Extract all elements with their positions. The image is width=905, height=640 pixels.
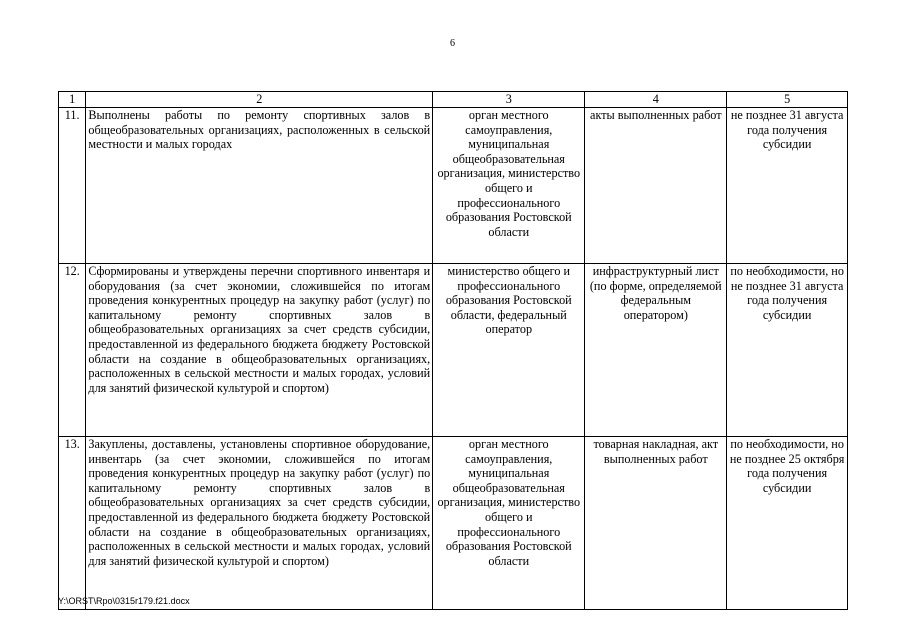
deadline-cell: по необходимости, но не позднее 31 августа года получения субсидии [727, 264, 848, 437]
executor-cell: орган местного самоуправления, муниципальная общеобразовательная организация, министерство общего и профессионального образования Ростовской области [433, 108, 585, 264]
measure-description: Сформированы и утверждены перечни спортивного инвентаря и оборудования (за счет экономии, сложившейся по итогам проведения конкурентных процедур на закупку работ (услуг) по капитальному ремонту спортивных залов в общеобразовательных организациях за счет средств субсидии, предоставленной из федерального бюджета бюджету Ростовской области на создание в общеобразовательных организациях, расположенных в сельской местности и малых городах, условий для занятий физической культурой и спортом) [86, 264, 433, 437]
column-number: 4 [585, 92, 727, 108]
table-row [59, 108, 848, 264]
column-number: 3 [433, 92, 585, 108]
row-number: 11. [59, 108, 86, 264]
document-cell: инфраструктурный лист (по форме, определяемой федеральным оператором) [585, 264, 727, 437]
document-cell: товарная накладная, акт выполненных работ [585, 437, 727, 610]
deadline-cell: по необходимости, но не позднее 25 октября года получения субсидии [727, 437, 848, 610]
page-number: 6 [450, 38, 455, 49]
column-number-row [59, 92, 848, 108]
executor-cell: министерство общего и профессионального образования Ростовской области, федеральный оператор [433, 264, 585, 437]
column-number: 5 [727, 92, 848, 108]
row-number: 12. [59, 264, 86, 437]
column-number: 2 [86, 92, 433, 108]
measure-description: Выполнены работы по ремонту спортивных залов в общеобразовательных организациях, расположенных в сельской местности и малых городах [86, 108, 433, 264]
document-cell: акты выполненных работ [585, 108, 727, 264]
table-row [59, 264, 848, 437]
measures-table [58, 91, 848, 610]
deadline-cell: не позднее 31 августа года получения субсидии [727, 108, 848, 264]
column-number: 1 [59, 92, 86, 108]
table-row [59, 437, 848, 610]
document-file-path: Y:\ORST\Rpo\0315r179.f21.docx [58, 596, 190, 606]
row-number: 13. [59, 437, 86, 610]
measure-description: Закуплены, доставлены, установлены спортивное оборудование, инвентарь (за счет экономии, сложившейся по итогам проведения конкурентных процедур на закупку работ (услуг) по капитальному ремонту спортивных залов в общеобразовательных организациях за счет средств субсидии, предоставленной из федерального бюджета бюджету Ростовской области на создание в общеобразовательных организациях, расположенных в сельской местности и малых городах, условий для занятий физической культурой и спортом) [86, 437, 433, 610]
executor-cell: орган местного самоуправления, муниципальная общеобразовательная организация, министерство общего и профессионального образования Ростовской области [433, 437, 585, 610]
